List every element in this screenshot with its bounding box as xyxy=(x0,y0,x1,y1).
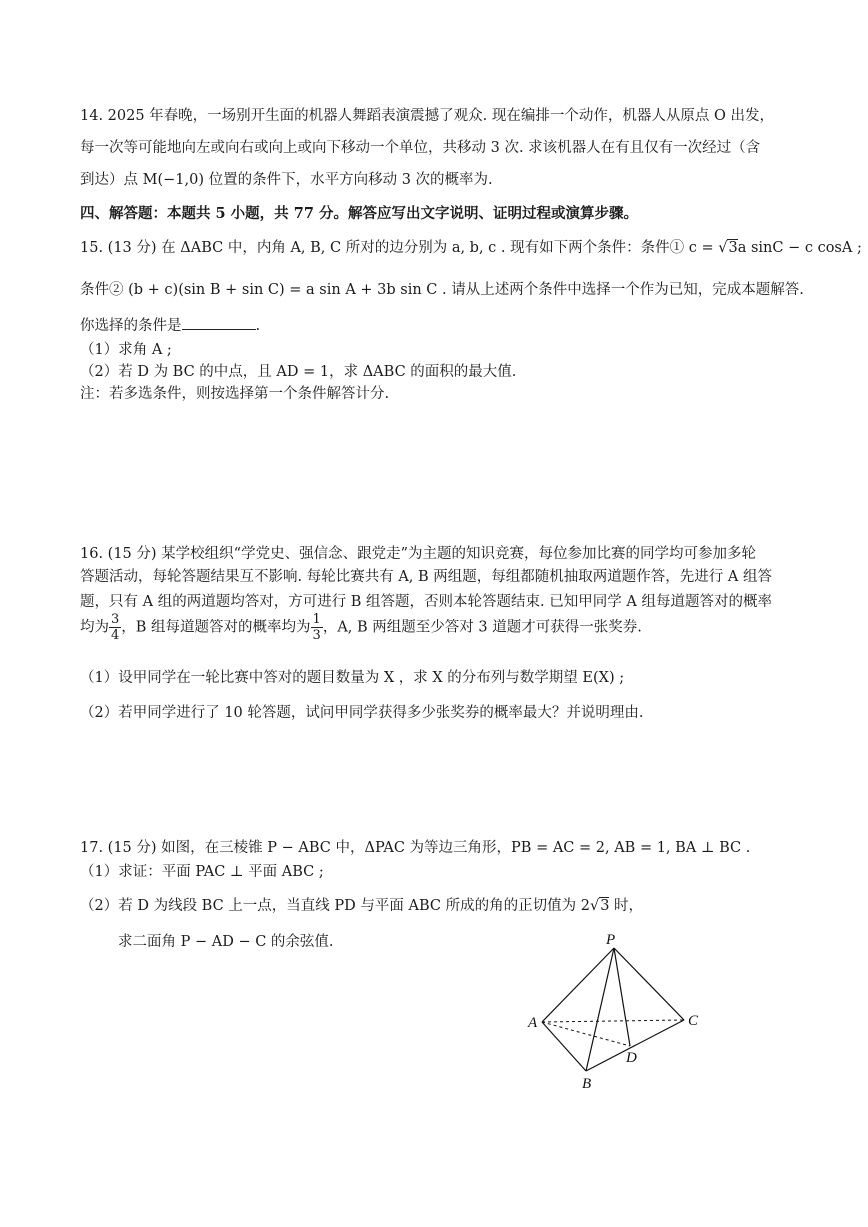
q15-choice-end: . xyxy=(255,318,261,334)
vertex-label-C: C xyxy=(688,1013,699,1029)
vertex-label-B: B xyxy=(582,1076,592,1092)
section-heading: 四、解答题：本题共 5 小题，共 77 分。解答应写出文字说明、证明过程或演算步骤。 xyxy=(80,205,638,222)
fraction-one-third xyxy=(311,612,323,643)
q15-line-2: 条件② (b + c)(sin B + sin C) = a sin A + 3b sin C . 请从上述两个条件中选择一个作为已知，完成本题解答. xyxy=(80,282,804,298)
q15-line-1: 15. (13 分) 在 ΔABC 中，内角 A, B, C 所对的边分别为 a, b, c . 现有如下两个条件：条件① c = √3a sinC − c cosA ; xyxy=(80,240,862,256)
q14-line-3: 到达）点 M(−1,0) 位置的条件下，水平方向移动 3 次的概率为. xyxy=(80,172,493,188)
tetrahedron-figure xyxy=(520,928,740,1098)
q14-line-2: 每一次等可能地向左或向右或向上或向下移动一个单位，共移动 3 次. 求该机器人在有且仅有一次经过（含 xyxy=(80,140,761,156)
q15-part-1: （1）求角 A ; xyxy=(80,342,172,358)
edge-PB xyxy=(586,948,614,1071)
edge-PA xyxy=(542,948,614,1022)
q16-line-2: 答题活动，每轮答题结果互不影响. 每轮比赛共有 A, B 两组题，每组都随机抽取两道题作答，先进行 A 组答 xyxy=(80,569,772,585)
vertex-label-P: P xyxy=(606,932,616,948)
fraction-denominator: 3 xyxy=(312,628,321,643)
q17-part-2-end: 时， xyxy=(609,898,644,914)
q16-line-1: 16. (15 分) 某学校组织“学党史、强信念、跟党走”为主题的知识竞赛，每位参加比赛的同学均可参加多轮 xyxy=(80,546,756,562)
vertex-label-D: D xyxy=(626,1050,637,1066)
q16-line-4-start: 均为 xyxy=(80,619,109,636)
q15-line-1-text: 15. (13 分) 在 ΔABC 中，内角 A, B, C 所对的边分别为 a, b, c . 现有如下两个条件：条件① c = xyxy=(80,240,719,256)
q16-part-2: （2）若甲同学进行了 10 轮答题，试问甲同学获得多少张奖券的概率最大？并说明理由. xyxy=(80,705,644,721)
q15-answer-blank xyxy=(182,317,256,330)
fraction-three-quarters xyxy=(109,612,121,643)
q16-line-4 xyxy=(80,612,642,643)
q15-part-2: （2）若 D 为 BC 的中点，且 AD = 1，求 ΔABC 的面积的最大值. xyxy=(80,364,517,380)
q16-line-3: 题，只有 A 组的两道题均答对，方可进行 B 组答题，否则本轮答题结束. 已知甲同学 A 组每道题答对的概率 xyxy=(80,594,772,610)
q15-line-1-tail: a sinC − c cosA ; xyxy=(737,240,862,256)
q17-part-2-line-2: 求二面角 P − AD − C 的余弦值. xyxy=(118,934,334,950)
q15-choice-label: 你选择的条件是 xyxy=(80,318,182,334)
edge-AC-hidden xyxy=(542,1020,684,1022)
q17-part-2: （2）若 D 为线段 BC 上一点，当直线 PD 与平面 ABC 所成的角的正切值为 2√3 时， xyxy=(80,898,644,914)
q15-note: 注：若多选条件，则按选择第一个条件解答计分. xyxy=(80,386,390,402)
q17-line-1: 17. (15 分) 如图，在三棱锥 P − ABC 中，ΔPAC 为等边三角形，PB = AC = 2, AB = 1, BA ⊥ BC . xyxy=(80,840,751,856)
edge-AD-hidden xyxy=(542,1022,630,1046)
q17-part-2-text: （2）若 D 为线段 BC 上一点，当直线 PD 与平面 ABC 所成的角的正切值为 2 xyxy=(80,898,590,914)
q16-part-1: （1）设甲同学在一轮比赛中答对的题目数量为 X ，求 X 的分布列与数学期望 E(X) ; xyxy=(80,670,625,686)
fraction-numerator: 3 xyxy=(111,612,120,627)
edge-AB xyxy=(542,1022,586,1071)
fraction-denominator: 4 xyxy=(111,628,120,643)
q17-sqrt-value: 3 xyxy=(600,898,610,914)
q15-line-3 xyxy=(80,314,260,335)
fraction-numerator: 1 xyxy=(312,612,321,627)
q16-line-4-end: ，A, B 两组题至少答对 3 道题才可获得一张奖券. xyxy=(322,619,642,636)
vertex-label-A: A xyxy=(528,1015,538,1031)
q15-sqrt-value: 3 xyxy=(728,240,738,256)
q17-part-1: （1）求证：平面 PAC ⊥ 平面 ABC ; xyxy=(80,864,324,880)
q14-line-1: 14. 2025 年春晚，一场别开生面的机器人舞蹈表演震撼了观众. 现在编排一个动作，机器人从原点 O 出发， xyxy=(80,108,774,124)
q16-line-4-middle: ，B 组每道题答对的概率均为 xyxy=(121,619,311,636)
